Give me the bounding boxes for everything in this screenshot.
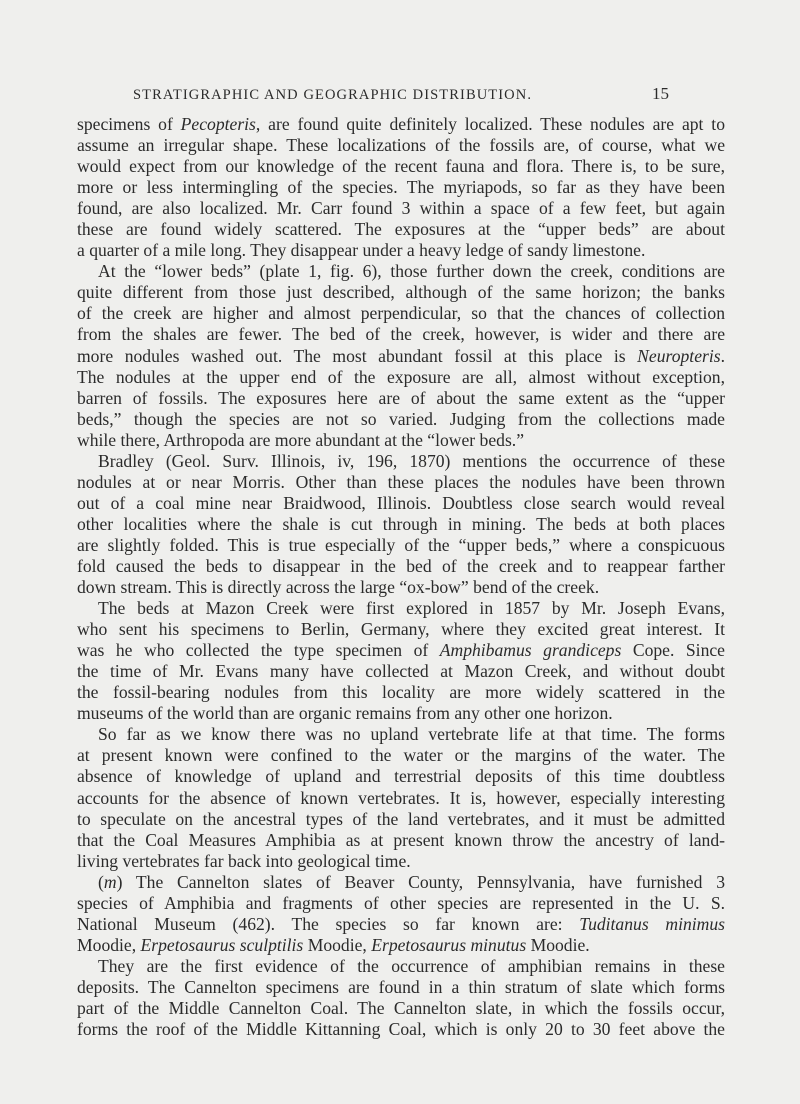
text-line: beds,” though the species are not so varied. Judging from the collections made	[77, 408, 725, 429]
text-line: at present known were confined to the water or the margins of the water. The	[77, 745, 725, 766]
text-line: barren of fossils. The exposures here are of about the same extent as the “upper	[77, 387, 725, 408]
text-line: So far as we know there was no upland vertebrate life at that time. The forms	[98, 724, 725, 745]
text-line: found, are also localized. Mr. Carr found 3 within a space of a few feet, but again	[77, 198, 725, 219]
text-line: that the Coal Measures Amphibia as at present known throw the ancestry of land-	[77, 829, 725, 850]
text-line: who sent his specimens to Berlin, Germany, where they excited great interest. It	[77, 619, 725, 640]
body-text	[77, 114, 725, 1040]
text-line: part of the Middle Cannelton Coal. The Cannelton slate, in which the fossils occur,	[77, 997, 725, 1018]
text-line: was he who collected the type specimen of Amphibamus grandiceps Cope. Since	[77, 640, 725, 661]
text-line: the fossil-bearing nodules from this locality are more widely scattered in the	[77, 682, 725, 703]
text-line: Bradley (Geol. Surv. Illinois, iv, 196, 1870) mentions the occurrence of these	[98, 450, 725, 471]
text-line: forms the roof of the Middle Kittanning Coal, which is only 20 to 30 feet above the	[77, 1019, 725, 1040]
text-line: would expect from our knowledge of the recent fauna and flora. There is, to be sure,	[77, 156, 725, 177]
text-line: nodules at or near Morris. Other than these places the nodules have been thrown	[77, 471, 725, 492]
text-line: more nodules washed out. The most abundant fossil at this place is Neuropteris.	[77, 345, 725, 366]
text-line: They are the first evidence of the occurrence of amphibian remains in these	[98, 955, 725, 976]
text-line: to speculate on the ancestral types of the land vertebrates, and it must be admitted	[77, 808, 725, 829]
text-line: absence of knowledge of upland and terrestrial deposits of this time doubtless	[77, 766, 725, 787]
text-line: The beds at Mazon Creek were first explored in 1857 by Mr. Joseph Evans,	[98, 598, 725, 619]
text-line: living vertebrates far back into geological time.	[77, 850, 411, 871]
running-title: STRATIGRAPHIC AND GEOGRAPHIC DISTRIBUTION.	[133, 87, 533, 103]
text-line: (m) The Cannelton slates of Beaver County, Pennsylvania, have furnished 3	[98, 871, 725, 892]
text-line: quite different from those just described, although of the same horizon; the banks	[77, 282, 725, 303]
text-line: are slightly folded. This is true especially of the “upper beds,” where a conspicuous	[77, 534, 725, 555]
text-line: deposits. The Cannelton specimens are found in a thin stratum of slate which forms	[77, 976, 725, 997]
text-line: these are found widely scattered. The exposures at the “upper beds” are about	[77, 219, 725, 240]
text-line: The nodules at the upper end of the exposure are all, almost without exception,	[77, 366, 725, 387]
text-line: down stream. This is directly across the large “ox-bow” bend of the creek.	[77, 577, 600, 598]
page-number: 15	[652, 84, 669, 103]
text-line: National Museum (462). The species so far known are: Tuditanus minimus	[77, 913, 725, 934]
text-line: accounts for the absence of known vertebrates. It is, however, especially interesting	[77, 787, 725, 808]
text-line: species of Amphibia and fragments of other species are represented in the U. S.	[77, 892, 725, 913]
text-line: At the “lower beds” (plate 1, fig. 6), those further down the creek, conditions are	[98, 261, 725, 282]
text-line: assume an irregular shape. These localizations of the fossils are, of course, what we	[77, 135, 725, 156]
text-line: a quarter of a mile long. They disappear under a heavy ledge of sandy limestone.	[77, 240, 646, 261]
text-line: museums of the world than are organic remains from any other one horizon.	[77, 703, 613, 724]
text-line: specimens of Pecopteris, are found quite definitely localized. These nodules are apt to	[77, 114, 725, 134]
text-line: while there, Arthropoda are more abundant at the “lower beds.”	[77, 429, 524, 450]
text-line: more or less intermingling of the species. The myriapods, so far as they have been	[77, 177, 725, 198]
text-line: fold caused the beds to disappear in the bed of the creek and to reappear farther	[77, 555, 725, 576]
text-line: from the shales are fewer. The bed of the creek, however, is wider and there are	[77, 324, 725, 345]
text-line: of the creek are higher and almost perpendicular, so that the chances of collection	[77, 303, 725, 324]
text-line: out of a coal mine near Braidwood, Illinois. Doubtless close search would reveal	[77, 492, 725, 513]
running-header	[133, 84, 669, 104]
text-line: the time of Mr. Evans many have collected at Mazon Creek, and without doubt	[77, 661, 725, 682]
text-line: Moodie, Erpetosaurus sculptilis Moodie, Erpetosaurus minutus Moodie.	[77, 934, 590, 955]
text-line: other localities where the shale is cut through in mining. The beds at both places	[77, 513, 725, 534]
